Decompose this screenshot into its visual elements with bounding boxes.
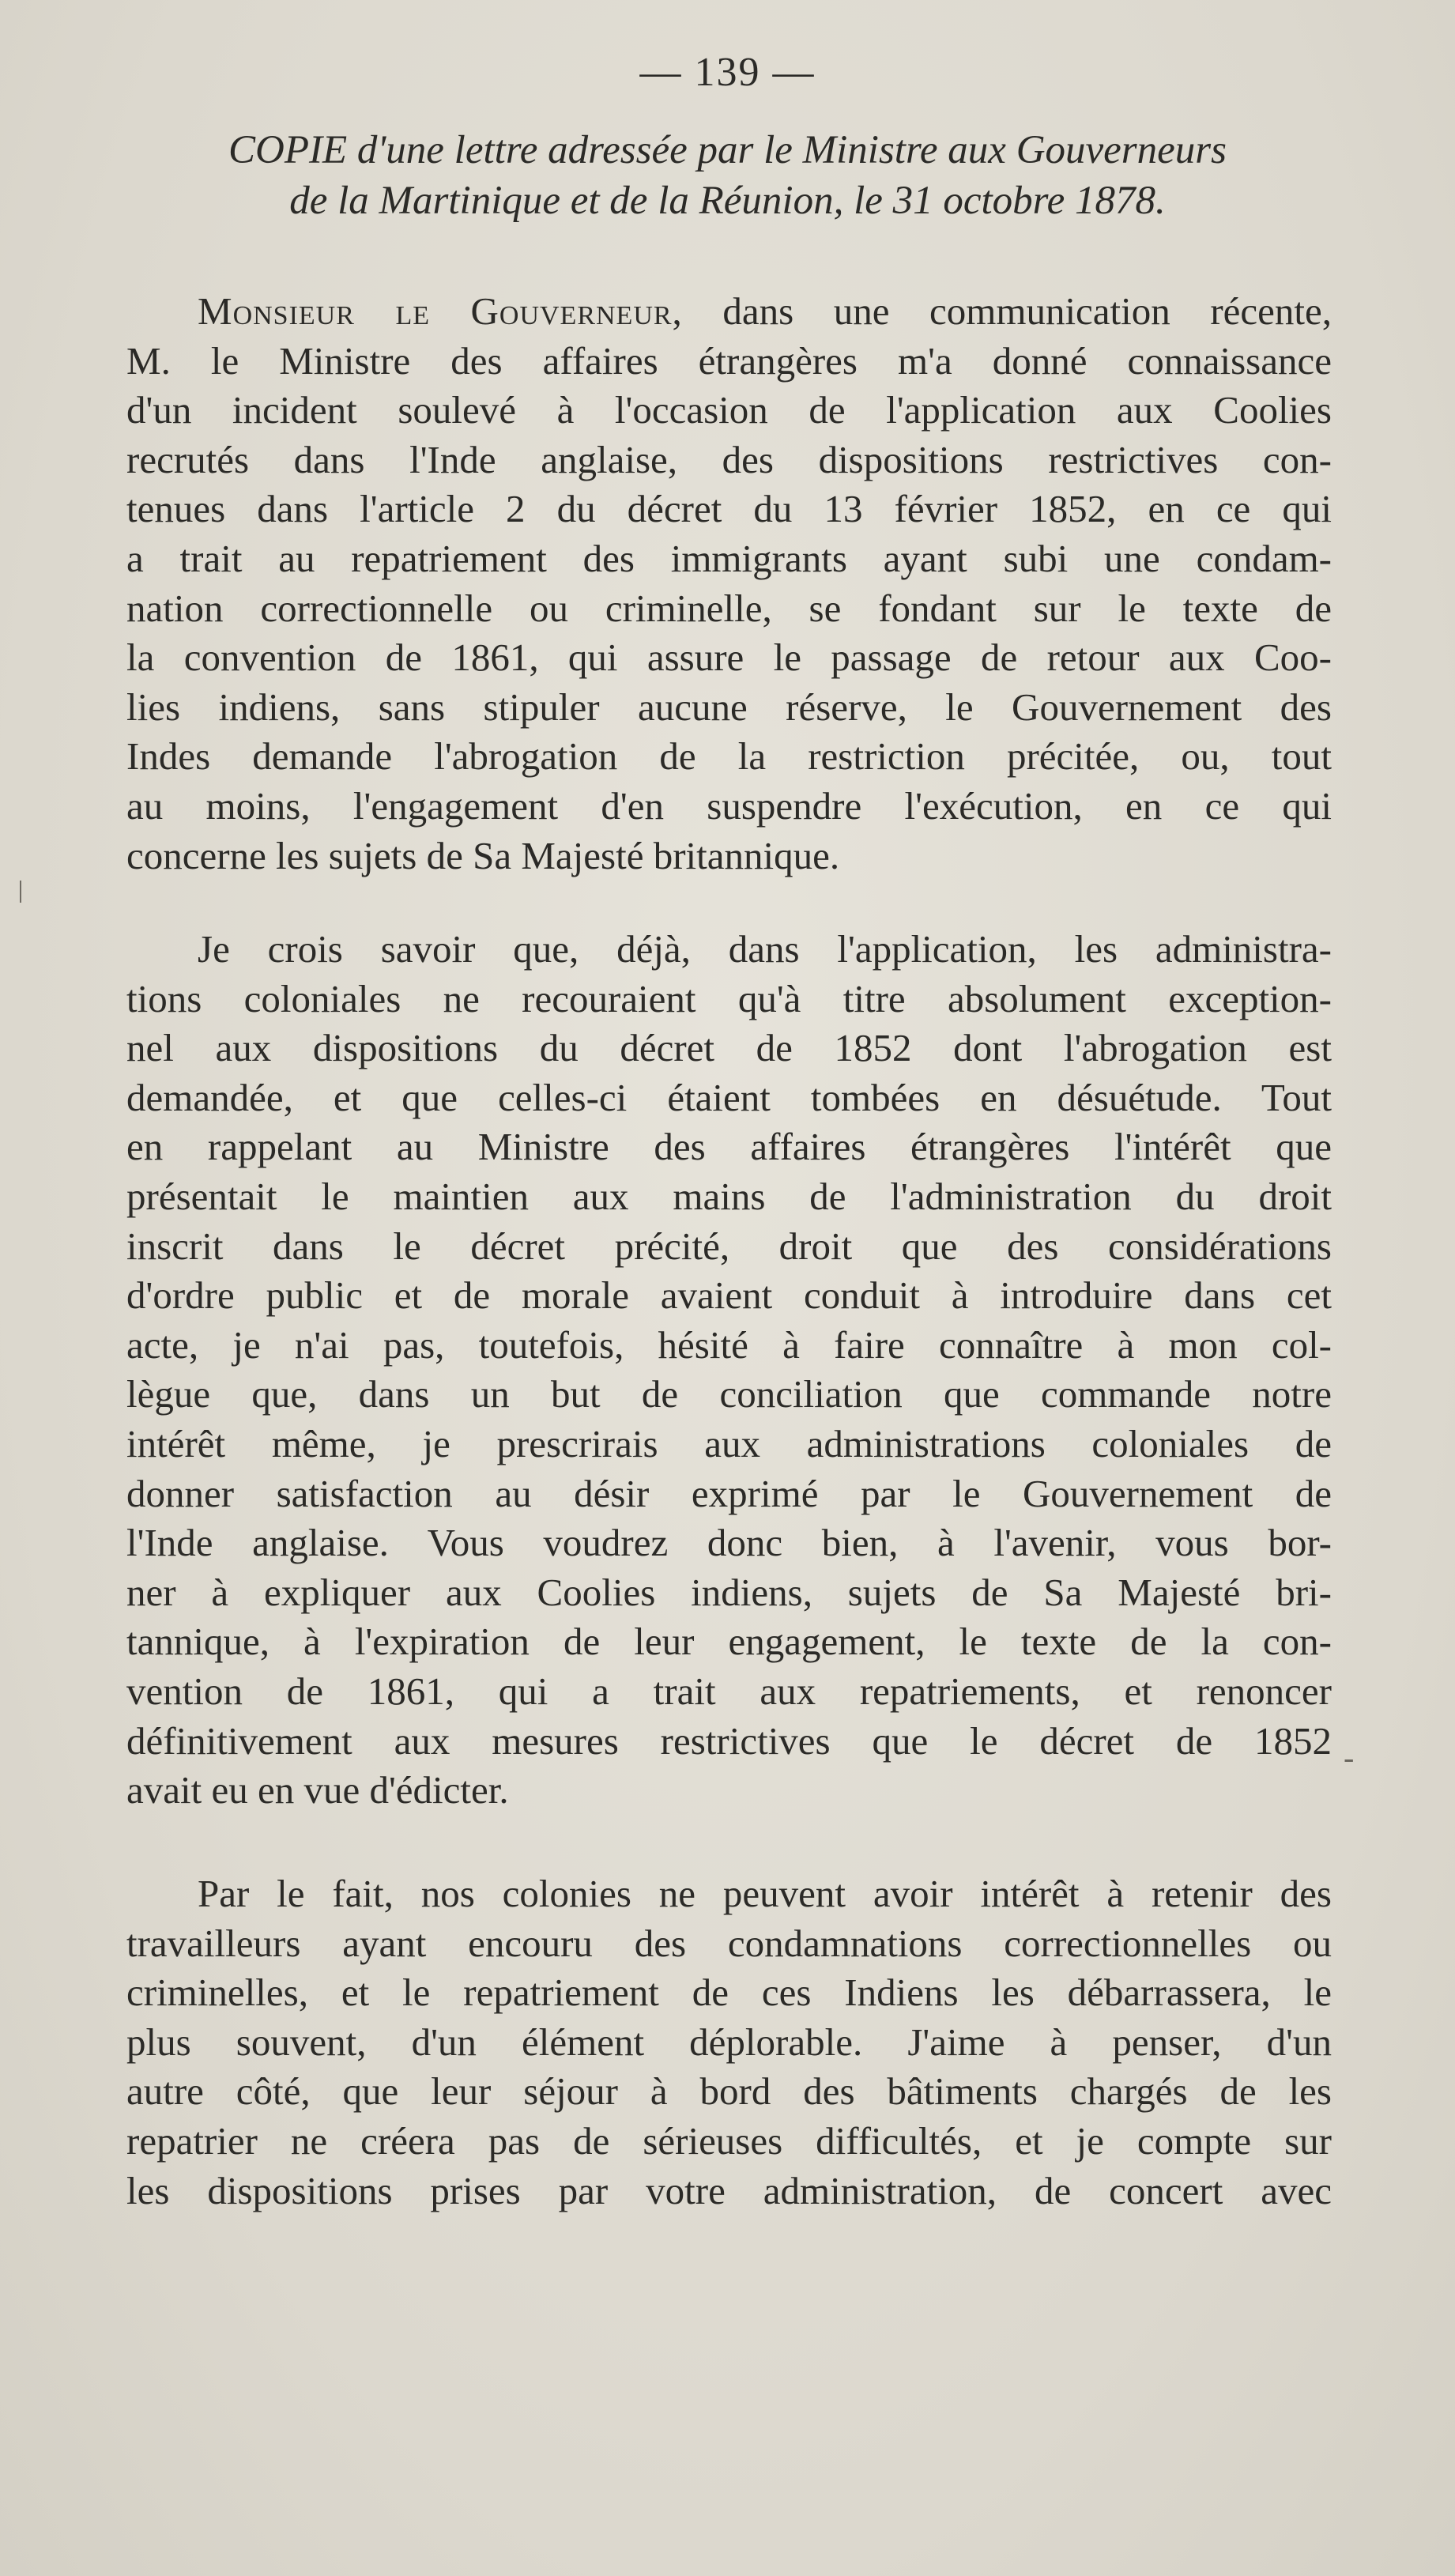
page-number: — 139 — bbox=[639, 50, 816, 95]
document-title bbox=[111, 125, 1344, 226]
paragraph-1-line: nation correctionnelle ou criminelle, se fondant sur le texte de bbox=[126, 586, 1332, 630]
paragraph-3-line: criminelles, et le repatriement de ces Indiens les débarrassera, le bbox=[126, 1971, 1332, 2015]
paragraph-2-line: l'Inde anglaise. Vous voudrez donc bien, à l'avenir, vous bor- bbox=[126, 1521, 1332, 1565]
paragraph-2-line: Je crois savoir que, déjà, dans l'application, les administra- bbox=[198, 927, 1332, 971]
paragraph-1-line-1 bbox=[126, 287, 1332, 337]
paragraph-1-line: Indes demande l'abrogation de la restriction précitée, ou, tout bbox=[126, 734, 1332, 779]
paragraph-2-line: lègue que, dans un but de conciliation que commande notre bbox=[126, 1372, 1332, 1416]
paragraph-2-line: acte, je n'ai pas, toutefois, hésité à faire connaître à mon col- bbox=[126, 1322, 1332, 1367]
paragraph-1-line: concerne les sujets de Sa Majesté britannique. bbox=[126, 833, 840, 877]
paragraph-1-line: la convention de 1861, qui assure le passage de retour aux Coo- bbox=[126, 636, 1332, 680]
paragraph-2-line: tions coloniales ne recouraient qu'à titre absolument exception- bbox=[126, 976, 1332, 1020]
paragraph-2-line: présentait le maintien aux mains de l'administration du droit bbox=[126, 1174, 1332, 1218]
paragraph-2-line: donner satisfaction au désir exprimé par le Gouvernement de bbox=[126, 1471, 1332, 1515]
paragraph-1-line: a trait au repatriement des immigrants ayant subi une condam- bbox=[126, 536, 1332, 580]
paragraph-2-line: demandée, et que celles-ci étaient tombées en désuétude. Tout bbox=[126, 1075, 1332, 1119]
paragraph-2-line: en rappelant au Ministre des affaires étrangères l'intérêt que bbox=[126, 1125, 1332, 1169]
paragraph-2-line: nel aux dispositions du décret de 1852 dont l'abrogation est bbox=[126, 1026, 1332, 1070]
paragraph-3 bbox=[126, 1869, 1332, 2216]
margin-tick-mark: ǀ bbox=[17, 874, 25, 910]
paragraph-2-line: d'ordre public et de morale avaient conduit à introduire dans cet bbox=[126, 1273, 1332, 1318]
paragraph-1-line: d'un incident soulevé à l'occasion de l'application aux Coolies bbox=[126, 388, 1332, 432]
paragraph-2-line: intérêt même, je prescrirais aux administrations coloniales de bbox=[126, 1421, 1332, 1465]
paragraph-1-line-1-text: dans une communication récente, bbox=[682, 289, 1332, 333]
title-line-2: de la Martinique et de la Réunion, le 31 octobre 1878. bbox=[289, 179, 1166, 223]
paragraph-2-line: tannique, à l'expiration de leur engagement, le texte de la con- bbox=[126, 1620, 1332, 1664]
paragraph-3-line: repatrier ne créera pas de sérieuses difficultés, et je compte sur bbox=[126, 2118, 1332, 2163]
paragraph-3-line: travailleurs ayant encouru des condamnations correctionnelles ou bbox=[126, 1921, 1332, 1965]
paragraph-3-line: les dispositions prises par votre administration, de concert avec bbox=[126, 2168, 1332, 2212]
paragraph-1-line: tenues dans l'article 2 du décret du 13 février 1852, en ce qui bbox=[126, 487, 1332, 531]
paragraph-2-line: définitivement aux mesures restrictives que le décret de 1852 bbox=[126, 1718, 1332, 1763]
paragraph-1-line: au moins, l'engagement d'en suspendre l'exécution, en ce qui bbox=[126, 783, 1332, 828]
paragraph-2 bbox=[126, 925, 1332, 1816]
paragraph-2-line: vention de 1861, qui a trait aux repatriements, et renoncer bbox=[126, 1669, 1332, 1713]
paragraph-3-line: plus souvent, d'un élément déplorable. J'aime à penser, d'un bbox=[126, 2020, 1332, 2064]
paragraph-2-line: inscrit dans le décret précité, droit que des considérations bbox=[126, 1224, 1332, 1268]
title-line-1: COPIE d'une lettre adressée par le Ministre aux Gouverneurs bbox=[228, 128, 1227, 172]
margin-dash-mark: - bbox=[1344, 1740, 1355, 1775]
paragraph-2-line: ner à expliquer aux Coolies indiens, sujets de Sa Majesté bri- bbox=[126, 1570, 1332, 1614]
paragraph-2-line: avait eu en vue d'édicter. bbox=[126, 1768, 509, 1812]
paragraph-3-line: Par le fait, nos colonies ne peuvent avoir intérêt à retenir des bbox=[198, 1872, 1332, 1915]
paragraph-1-line: M. le Ministre des affaires étrangères m'a donné connaissance bbox=[126, 338, 1332, 383]
paragraph-1-line: recrutés dans l'Inde anglaise, des dispositions restrictives con- bbox=[126, 437, 1332, 481]
salutation: Monsieur le Gouverneur, bbox=[198, 289, 683, 333]
paragraph-3-line: autre côté, que leur séjour à bord des bâtiments chargés de les bbox=[126, 2069, 1332, 2114]
paragraph-1-line: lies indiens, sans stipuler aucune réserve, le Gouvernement des bbox=[126, 685, 1332, 729]
paragraph-1 bbox=[126, 287, 1332, 881]
